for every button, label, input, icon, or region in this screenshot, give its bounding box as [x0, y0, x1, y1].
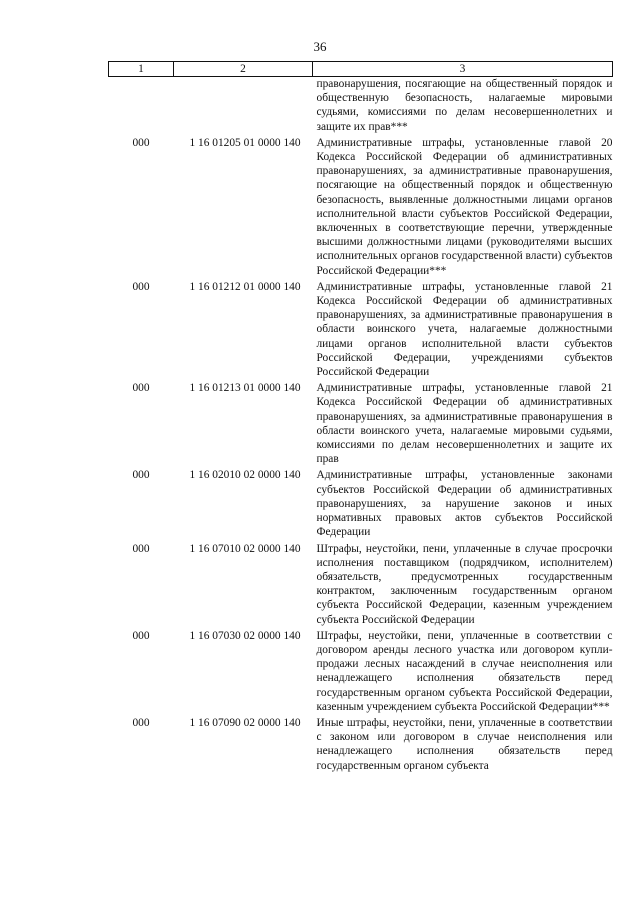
page-number: 36	[313, 39, 327, 54]
kbk-code-cell: 1 16 01212 01 0000 140	[189, 280, 301, 293]
table-row	[109, 716, 613, 775]
admin-code-cell: 000	[132, 542, 150, 555]
table-row	[109, 381, 613, 468]
admin-code-cell: 000	[132, 629, 150, 642]
table-row	[109, 542, 613, 629]
admin-code-cell: 000	[132, 469, 150, 482]
kbk-code-cell: 1 16 01213 01 0000 140	[189, 382, 301, 395]
admin-code-cell: 000	[132, 382, 150, 395]
description-cell: Административные штрафы, установленные главой 21 Кодекса Российской Федерации об административных правонарушениях, за административные правонарушения в области воинского учета, налагаемые мировыми судьями, комиссиями по делам несовершеннолетних и защите их прав	[316, 382, 613, 466]
kbk-code-cell: 1 16 07030 02 0000 140	[189, 629, 301, 642]
header-col-3: 3	[313, 62, 613, 77]
table-header-row	[109, 62, 613, 77]
description-cell: правонарушения, посягающие на общественный порядок и общественную безопасность, налагаемые мировыми судьями, комиссиями по делам несовершеннолетних и защите их прав***	[316, 78, 613, 133]
table-row	[109, 468, 613, 541]
description-cell: Иные штрафы, неустойки, пени, уплаченные в соответствии с законом или договором в случае неисполнения или ненадлежащего исполнения обязательств перед государственным органом субъекта	[316, 716, 613, 772]
header-col-1: 1	[109, 62, 174, 77]
table-row	[109, 629, 613, 716]
description-cell: Административные штрафы, установленные главой 21 Кодекса Российской Федерации об административных правонарушениях, за административные правонарушения в области воинского учета, налагаемые должностными лицами органов исполнительной власти субъектов Российской Федерации, учреждениями субъектов Российской Федерации	[316, 280, 613, 379]
kbk-code-cell: 1 16 07090 02 0000 140	[189, 716, 301, 729]
table-row	[109, 136, 613, 280]
kbk-code-cell: 1 16 02010 02 0000 140	[189, 469, 301, 482]
header-col-2: 2	[174, 62, 313, 77]
kbk-code-cell	[174, 77, 313, 136]
table-row	[109, 77, 613, 136]
description-cell: Административные штрафы, установленные законами субъектов Российской Федерации об административных правонарушениях, за нарушение законов и иных нормативных правовых актов субъектов Российской Федерации	[316, 469, 613, 539]
kbk-code-cell: 1 16 01205 01 0000 140	[189, 136, 301, 149]
admin-code-cell: 000	[132, 280, 150, 293]
description-cell: Штрафы, неустойки, пени, уплаченные в случае просрочки исполнения поставщиком (подрядчиком, исполнителем) обязательств, предусмотренных государственным контрактом, заключенным государственным органом субъекта Российской Федерации, казенным учреждением субъекта Российской Федерации	[316, 542, 613, 626]
budget-codes-table	[108, 61, 613, 775]
table-row	[109, 280, 613, 381]
admin-code-cell	[109, 77, 174, 136]
description-cell: Штрафы, неустойки, пени, уплаченные в соответствии с договором аренды лесного участка или договором купли-продажи лесных насаждений в случае неисполнения или ненадлежащего исполнения обязательств перед государственным органом субъекта Российской Федерации, казенным учреждением субъекта Российской Федерации***	[316, 629, 613, 713]
kbk-code-cell: 1 16 07010 02 0000 140	[189, 542, 301, 555]
admin-code-cell: 000	[132, 136, 150, 149]
description-cell: Административные штрафы, установленные главой 20 Кодекса Российской Федерации об административных правонарушениях, за административные правонарушения, посягающие на общественный порядок и общественную безопасность, выявленные должностными лицами органов исполнительной власти субъектов Российской Федерации, включенных в соответствующие перечни, утвержденные высшими должностными лицами (руководителями высших исполнительных органов государственной власти) субъектов Российской Федерации***	[316, 136, 613, 277]
admin-code-cell: 000	[132, 716, 150, 729]
